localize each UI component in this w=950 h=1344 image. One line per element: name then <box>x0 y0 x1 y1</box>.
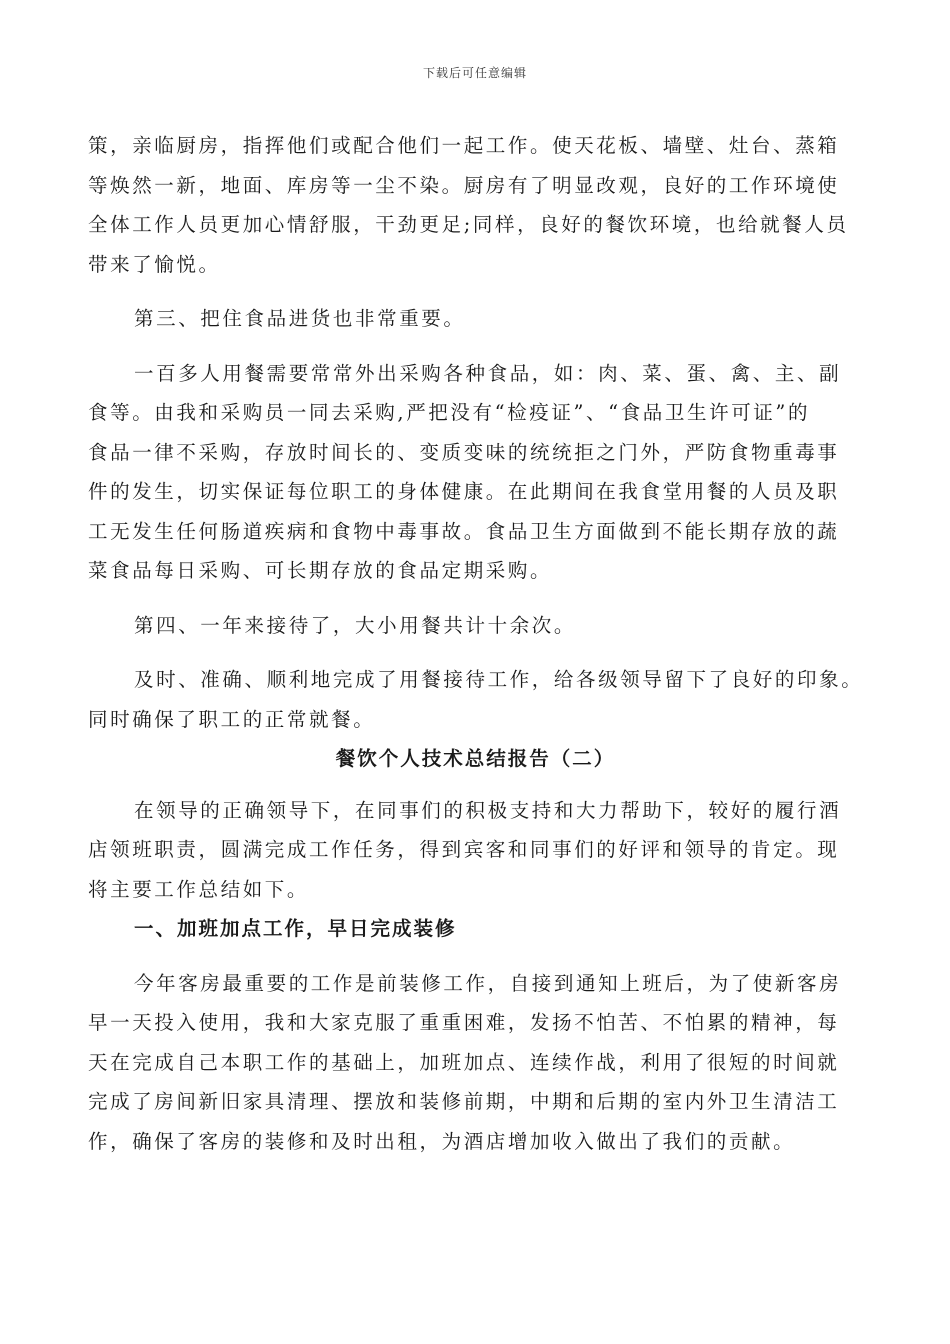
text-line: 天在完成自己本职工作的基础上，加班加点、连续作战，利用了很短的时间就 <box>88 1050 840 1074</box>
text-line: 今年客房最重要的工作是前装修工作，自接到通知上班后，为了使新客房 <box>134 971 842 995</box>
text-line: 食品一律不采购，存放时间长的、变质变味的统统拒之门外，严防食物重毒事 <box>88 440 840 464</box>
paragraph-reception <box>88 660 863 739</box>
paragraph-kitchen-environment <box>88 126 863 284</box>
text-line: 及时、准确、顺利地完成了用餐接待工作，给各级领导留下了良好的印象。 <box>134 668 864 691</box>
text-line: 一百多人用餐需要常常外出采购各种食品，如：肉、菜、蛋、禽、主、副 <box>134 361 842 385</box>
text-line: 第三、把住食品进货也非常重要。 <box>134 307 466 330</box>
paragraph-renovation <box>88 964 863 1162</box>
section-title: 餐饮个人技术总结报告（二） <box>335 747 616 770</box>
text-line: 等焕然一新，地面、库房等一尘不染。厨房有了明显改观，良好的工作环境使 <box>88 173 840 197</box>
paragraph-point-four <box>88 606 863 646</box>
text-line: 全体工作人员更加心情舒服，干劲更足;同样，良好的餐饮环境，也给就餐人员 <box>88 213 849 236</box>
text-line: 将主要工作总结如下。 <box>88 877 310 901</box>
text-line: 店领班职责，圆满完成工作任务，得到宾客和同事们的好评和领导的肯定。现 <box>88 838 840 861</box>
text-line: 在领导的正确领导下，在同事们的积极支持和大力帮助下，较好的履行酒 <box>134 798 842 822</box>
subsection-heading: 一、加班加点工作，早日完成装修 <box>134 917 457 940</box>
text-line: 完成了房间新旧家具清理、摆放和装修前期，中期和后期的室内外卫生清洁工 <box>88 1090 840 1113</box>
text-line: 食等。由我和采购员一同去采购,严把没有“检疫证”、“食品卫生许可证”的 <box>88 401 811 424</box>
text-line: 第四、一年来接待了，大小用餐共计十余次。 <box>134 613 577 637</box>
text-line: 作，确保了客房的装修和及时出租，为酒店增加收入做出了我们的贡献。 <box>88 1129 796 1153</box>
text-line: 菜食品每日采购、可长期存放的食品定期采购。 <box>88 559 553 582</box>
document-body <box>88 126 863 1161</box>
paragraph-food-purchasing <box>88 354 863 591</box>
text-line: 同时确保了职工的正常就餐。 <box>88 707 376 731</box>
text-line: 策，亲临厨房，指挥他们或配合他们一起工作。使天花板、墙壁、灶台、蒸箱 <box>88 134 840 157</box>
text-line: 早一天投入使用，我和大家克服了重重困难，发扬不怕苦、不怕累的精神，每 <box>88 1011 840 1034</box>
text-line: 工无发生任何肠道疾病和食物中毒事故。食品卫生方面做到不能长期存放的蔬 <box>88 519 840 543</box>
text-line: 带来了愉悦。 <box>88 252 221 276</box>
page-header: 下载后可任意编辑 <box>422 66 527 80</box>
paragraph-point-three <box>88 299 863 339</box>
paragraph-intro <box>88 791 863 910</box>
text-line: 件的发生，切实保证每位职工的身体健康。在此期间在我食堂用餐的人员及职 <box>88 480 840 503</box>
